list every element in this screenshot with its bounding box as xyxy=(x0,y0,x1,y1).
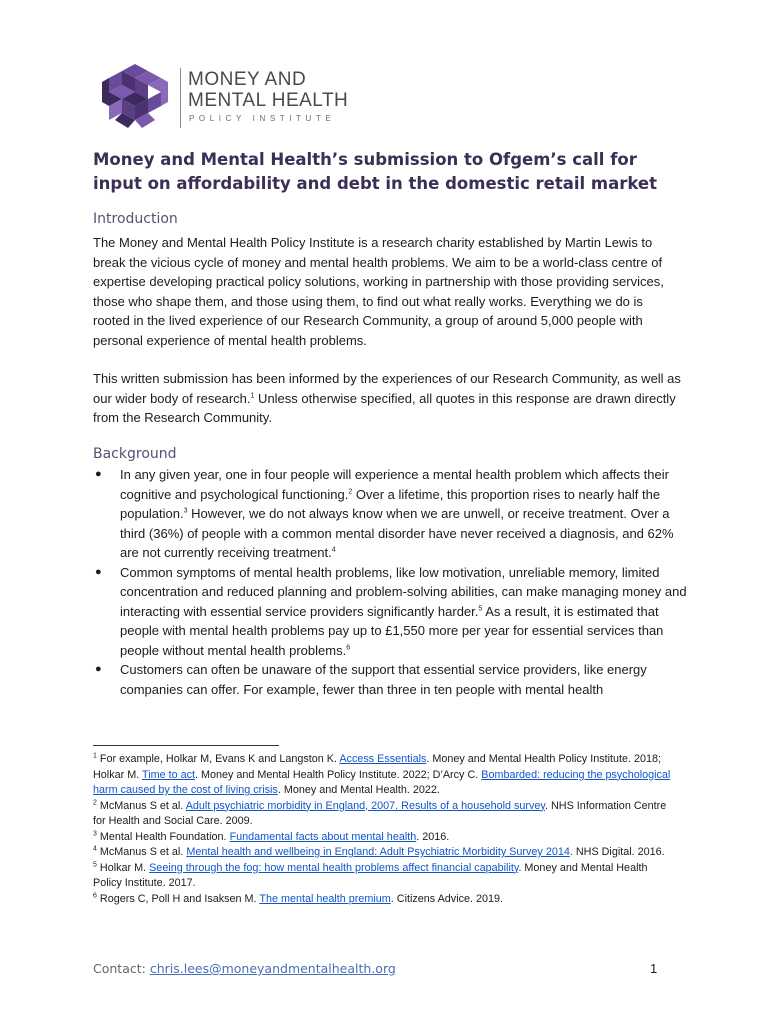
logo-text-line3: POLICY INSTITUTE xyxy=(189,114,336,123)
footnote-link[interactable]: Fundamental facts about mental health xyxy=(229,830,417,843)
logo-hexagon-mark-icon xyxy=(100,62,170,130)
footnotes xyxy=(93,752,673,907)
footnote-ref[interactable]: 4 xyxy=(331,546,336,554)
footnote-ref[interactable]: 5 xyxy=(478,605,483,613)
footnote-ref[interactable]: 6 xyxy=(346,644,351,652)
page-number: 1 xyxy=(650,961,658,976)
organization-logo xyxy=(100,58,360,138)
introduction-paragraph-1: The Money and Mental Health Policy Institute is a research charity established by Martin Lewis to break the vicious cycle of money and mental health problems. We aim to be a world-class centre of expertise developing practical policy solutions, working in partnership with those providing services, those who shape them, and those using them, to find out what really works. Everything we do is rooted in the lived experience of our Research Community, a group of around 5,000 people with personal experience of mental health problems. xyxy=(93,235,664,348)
logo-text-line2: MENTAL HEALTH xyxy=(188,90,349,111)
footnote-link[interactable]: Seeing through the fog: how mental health problems affect financial capability xyxy=(149,861,519,874)
list-item: ● Common symptoms of mental health problems, like low motivation, unreliable memory, limited concentration and reduced planning and problem-solving abilities, can make managing money and interacting with essential service providers significantly harder.$^5$ As a result, it is estimated that people with mental health problems pay up to £1,550 more per year for essential services than people without mental health problems.$^6$ xyxy=(95,564,687,658)
footnote-ref[interactable]: 2 xyxy=(348,488,353,496)
logo-divider xyxy=(180,68,181,128)
footnote-link[interactable]: Time to act xyxy=(142,768,195,781)
footnote-4: $^4$ McManus S et al. Mental health and wellbeing in England: Adult Psychiatric Morbidity Survey 2014. NHS Digital. 2016. xyxy=(93,845,665,858)
footnote-link[interactable]: The mental health premium xyxy=(259,892,391,905)
bullet-icon: ● xyxy=(95,468,102,480)
footnote-6: $^6$ Rogers C, Poll H and Isaksen M. The mental health premium. Citizens Advice. 2019. xyxy=(93,891,504,905)
logo-text-line1: MONEY AND xyxy=(188,69,307,90)
background-heading: Background xyxy=(93,446,177,462)
footnote-1: $^1$ For example, Holkar M, Evans K and Langston K. Access Essentials. Money and Mental Health Policy Institute. 2018; Holkar M. Time to act. Money and Mental Health Policy Institute. 2022; D’Arcy C. Bombarded: reducing the psychological harm caused by the cost of living crisis. Money and Mental Health. 2022. xyxy=(93,752,671,796)
footnote-link[interactable]: Bombarded: reducing the psychological harm caused by the cost of living crisis xyxy=(93,768,671,796)
bullet-icon: ● xyxy=(95,663,102,675)
bullet-icon: ● xyxy=(95,565,102,578)
footnote-divider xyxy=(93,745,279,746)
background-list xyxy=(93,465,693,699)
list-item: ● Customers can often be unaware of the support that essential service providers, like energy companies can offer. For example, fewer than three in ten people with mental health xyxy=(95,662,647,697)
footnote-link[interactable]: Mental health and wellbeing in England: Adult Psychiatric Morbidity Survey 2014 xyxy=(186,846,570,858)
introduction-heading: Introduction xyxy=(93,211,178,227)
footnote-5: $^5$ Holkar M. Seeing through the fog: how mental health problems affect financial capability. Money and Mental Health Policy Institute. 2017. xyxy=(93,860,648,889)
footnote-3: $^3$ Mental Health Foundation. Fundamental facts about mental health. 2016. xyxy=(93,829,450,843)
introduction-paragraph-2: This written submission has been informed by the experiences of our Research Community, as well as our wider body of research.$^1$ Unless otherwise specified, all quotes in this response are drawn directly from the Research Community. xyxy=(93,371,681,425)
footnote-link[interactable]: Access Essentials xyxy=(339,753,427,765)
contact-email-link[interactable]: chris.lees@moneyandmentalhealth.org xyxy=(149,961,396,976)
footnote-link[interactable]: Adult psychiatric morbidity in England, 2007. Results of a household survey xyxy=(185,799,546,812)
list-item: ● In any given year, one in four people will experience a mental health problem which affects their cognitive and psychological functioning.$^2$ Over a lifetime, this proportion rises to nearly half the population.$^3$ However, we do not always know when we are unwell, or receive treatment. Over a third (36%) of people with a common mental disorder have never received a diagnosis, and 62% are not currently receiving treatment.$^4$ xyxy=(95,467,674,560)
footer-contact: Contact: chris.lees@moneyandmentalhealth.org xyxy=(93,961,396,976)
footnote-2: $^2$ McManus S et al. Adult psychiatric morbidity in England, 2007. Results of a household survey. NHS Information Centre for Health and Social Care. 2009. xyxy=(93,798,667,827)
footnote-ref[interactable]: 3 xyxy=(183,507,188,515)
footnote-ref[interactable]: 1 xyxy=(250,392,255,400)
document-title: Money and Mental Health’s submission to Ofgem’s call for input on affordability and debt in the domestic retail market xyxy=(93,150,657,193)
